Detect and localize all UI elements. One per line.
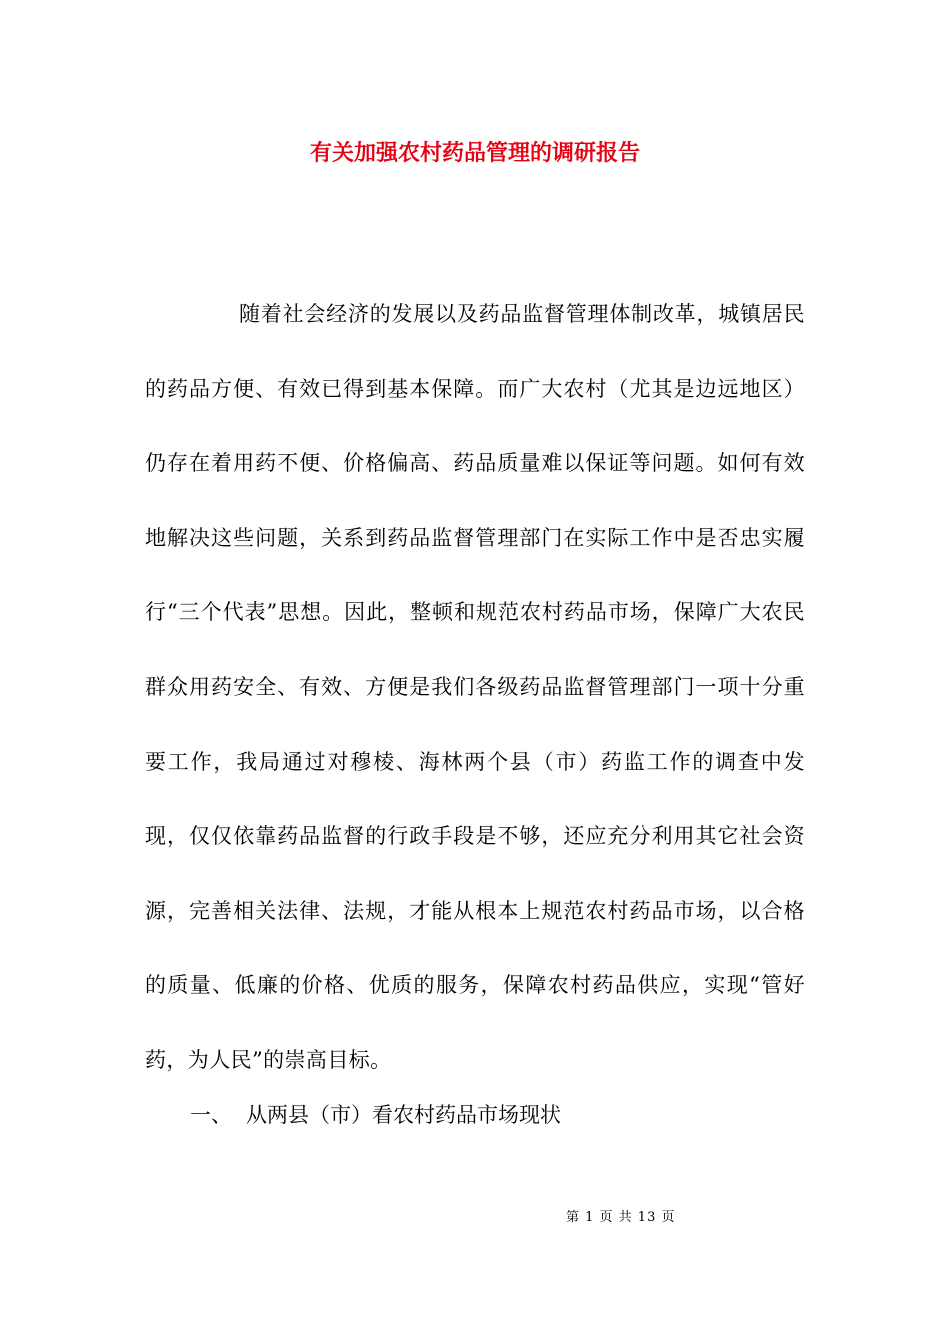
section-heading <box>190 1097 561 1133</box>
page-number-footer: 第 1 页 共 13 页 <box>566 1210 676 1225</box>
section-heading-text: 从两县（市）看农村药品市场现状 <box>246 1103 561 1127</box>
document-title: 有关加强农村药品管理的调研报告 <box>309 141 640 166</box>
body-paragraph: 随着社会经济的发展以及药品监督管理体制改革，城镇居民的药品方便、有效已得到基本保障。而广大农村（尤其是边远地区）仍存在着用药不便、价格偏高、药品质量难以保证等问题。如何有效地解决这些问题，关系到药品监督管理部门在实际工作中是否忠实履行“三个代表”思想。因此，整顿和规范农村药品市场，保障广大农民群众用药安全、有效、方便是我们各级药品监督管理部门一项十分重要工作，我局通过对穆棱、海林两个县（市）药监工作的调查中发现，仅仅依靠药品监督的行政手段是不够，还应充分利用其它社会资源，完善相关法律、法规，才能从根本上规范农村药品市场，以合格的质量、低廉的价格、优质的服务，保障农村药品供应，实现“管好药，为人民”的崇高目标。 <box>145 302 805 1072</box>
section-number: 一、 <box>190 1103 232 1127</box>
